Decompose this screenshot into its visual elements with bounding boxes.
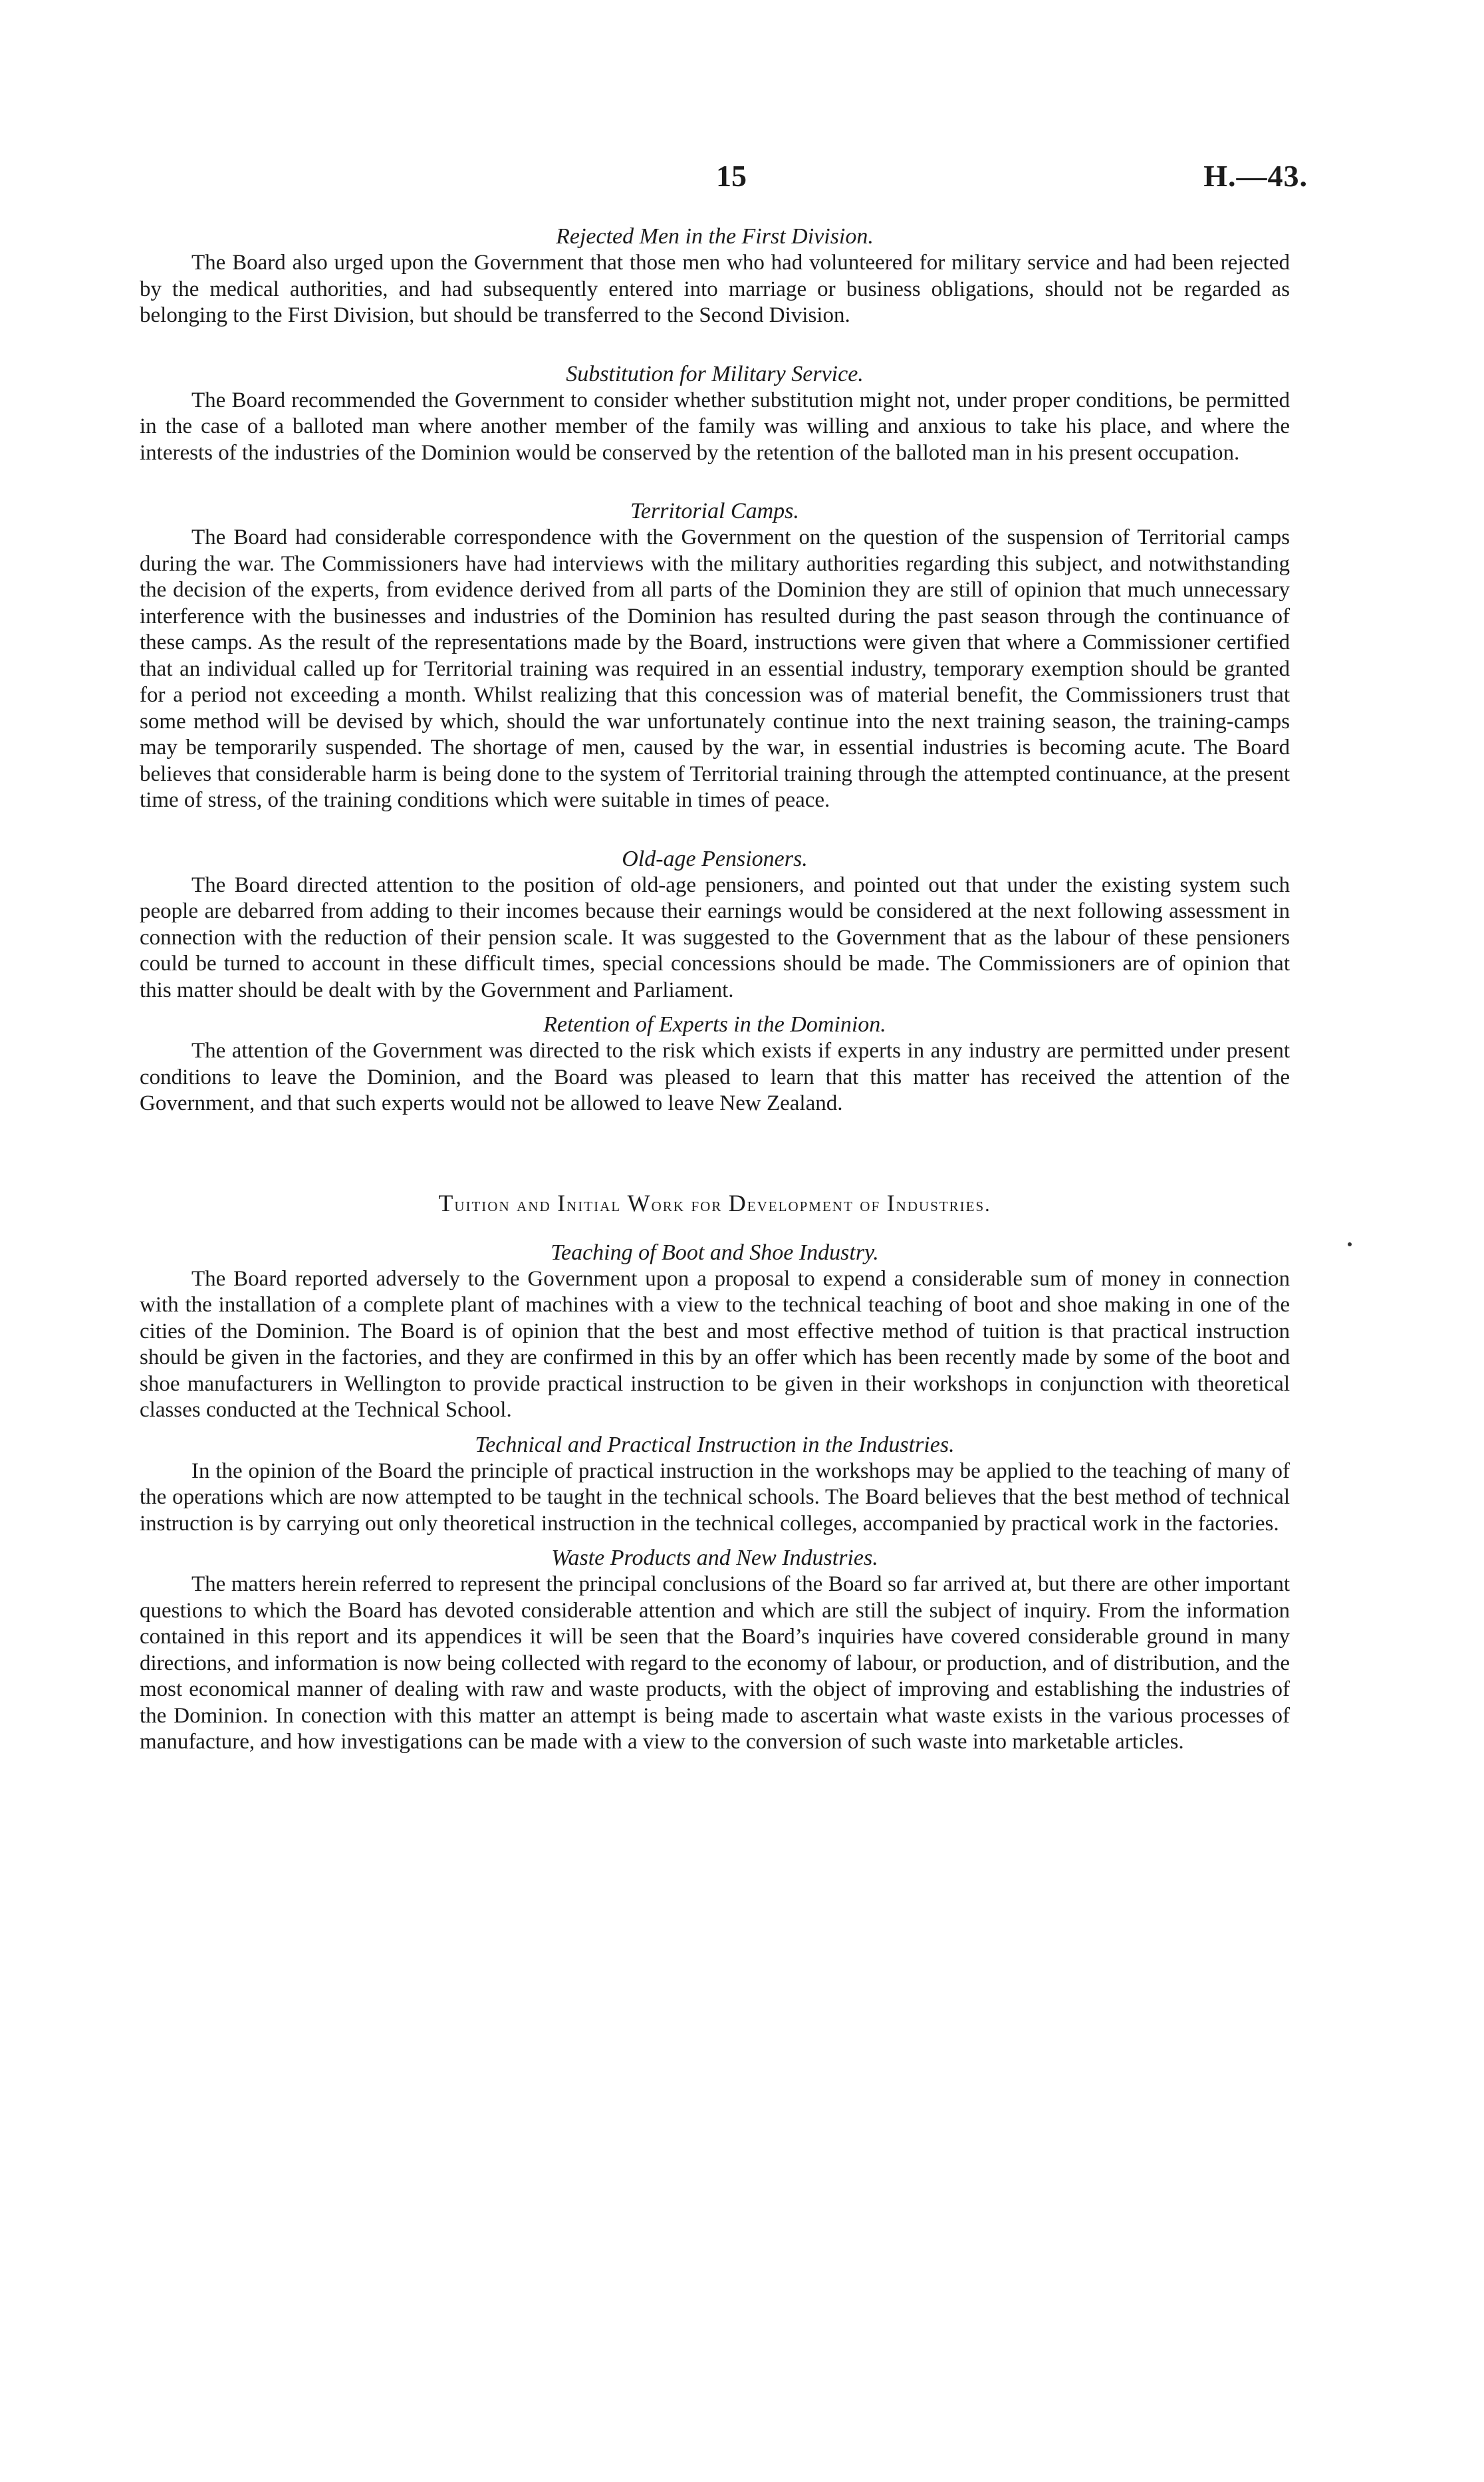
paragraph-boot-and-shoe: The Board reported adversely to the Government upon a proposal to expend a considerable sum of money in connection with the installation of a complete plant of machines with a view to the technical teaching of boot and shoe making in one of the cities of the Dominion. The Board is of opinion that the best and most effective method of tuition is that practical instruction should be given in the factories, and they are confirmed in this by an offer which has been recently made by some of the boot and shoe manufacturers in Wellington to provide practical instruction to be given in their workshops in conjunction with theoretical classes conducted at the Technical School. bbox=[140, 1266, 1290, 1422]
document-reference: H.—43. bbox=[1203, 159, 1308, 193]
heading-retention-of-experts: Retention of Experts in the Dominion. bbox=[543, 1012, 886, 1037]
page-number: 15 bbox=[716, 159, 747, 193]
paragraph-technical-instruction: In the opinion of the Board the principle of practical instruction in the workshops may be applied to the teaching of many of the operations which are now attempted to be taught in the technical schools. The Board believes that the best method of technical instruction is by carrying out only theoretical instruction in the technical colleges, accompanied by practical work in the factories. bbox=[140, 1458, 1290, 1536]
page-body bbox=[140, 223, 1290, 1756]
paragraph-waste-products: The matters herein referred to represent the principal conclusions of the Board so far arrived at, but there are other important questions to which the Board has devoted considerable attention and which are still the subject of inquiry. From the information contained in this report and its appendices it will be seen that the Board’s inquiries have covered considerable ground in many directions, and information is now being collected with regard to the economy of labour, or production, and of distribution, and the most economical manner of dealing with raw and waste products, with the object of improving and establishing the industries of the Dominion. In conection with this matter an attempt is being made to ascertain what waste exists in the various processes of manufacture, and how investigations can be made with a view to the conversion of such waste into marketable articles. bbox=[140, 1572, 1290, 1754]
heading-territorial-camps: Territorial Camps. bbox=[630, 499, 799, 523]
heading-substitution: Substitution for Military Service. bbox=[566, 361, 864, 386]
paragraph-retention-of-experts: The attention of the Government was directed to the risk which exists if experts in any industry are permitted under present conditions to leave the Dominion, and the Board was pleased to learn that this matter has received the attention of the Government, and that such experts would not be allowed to leave New Zealand. bbox=[140, 1039, 1290, 1115]
heading-rejected-men: Rejected Men in the First Division. bbox=[556, 224, 874, 249]
paragraph-rejected-men: The Board also urged upon the Government that those men who had volunteered for military service and had been rejected by the medical authorities, and had subsequently entered into marriage or business obligations, should not be regarded as belonging to the First Division, but should be transferred to the Second Division. bbox=[140, 251, 1290, 327]
paragraph-territorial-camps: The Board had considerable correspondence with the Government on the question of the suspension of Territorial camps during the war. The Commissioners have had interviews with the military authorities regarding this subject, and notwithstanding the decision of the experts, from evidence derived from all parts of the Dominion they are still of opinion that much unnecessary interference with the businesses and industries of the Dominion has resulted during the past season through the continuance of these camps. As the result of the representations made by the Board, instructions were given that where a Commissioner certified that an individual called up for Territorial training was required in an essential industry, temporary exemption should be granted for a period not exceeding a month. Whilst realizing that this concession was of material benefit, the Commissioners trust that some method will be devised by which, should the war unfortunately continue into the next training season, the training-camps may be temporarily suspended. The shortage of men, caused by the war, in essential industries is becoming acute. The Board believes that considerable harm is being done to the system of Territorial training through the attempted continuance, at the present time of stress, of the training conditions which were suitable in times of peace. bbox=[140, 525, 1290, 812]
paragraph-substitution: The Board recommended the Government to consider whether substitution might not, under proper conditions, be permitted in the case of a balloted man where another member of the family was willing and anxious to take his place, and where the interests of the industries of the Dominion would be conserved by the retention of the balloted man in his present occupation. bbox=[140, 388, 1290, 465]
heading-old-age-pensioners: Old-age Pensioners. bbox=[622, 846, 808, 871]
paragraph-old-age-pensioners: The Board directed attention to the position of old-age pensioners, and pointed out that under the existing system such people are debarred from adding to their incomes because their earnings would be considered at the next following assessment in connection with the reduction of their pension scale. It was suggested to the Government that as the labour of these pensioners could be turned to account in these difficult times, special concessions should be made. The Commissioners are of opinion that this matter should be dealt with by the Government and Parliament. bbox=[140, 873, 1290, 1002]
heading-technical-instruction: Technical and Practical Instruction in the Industries. bbox=[475, 1432, 955, 1457]
section-title-tuition: Tuition and Initial Work for Development of Industries. bbox=[438, 1189, 991, 1216]
heading-waste-products: Waste Products and New Industries. bbox=[551, 1546, 878, 1570]
heading-boot-and-shoe: Teaching of Boot and Shoe Industry. bbox=[551, 1240, 879, 1265]
scan-speck bbox=[1348, 1242, 1352, 1246]
